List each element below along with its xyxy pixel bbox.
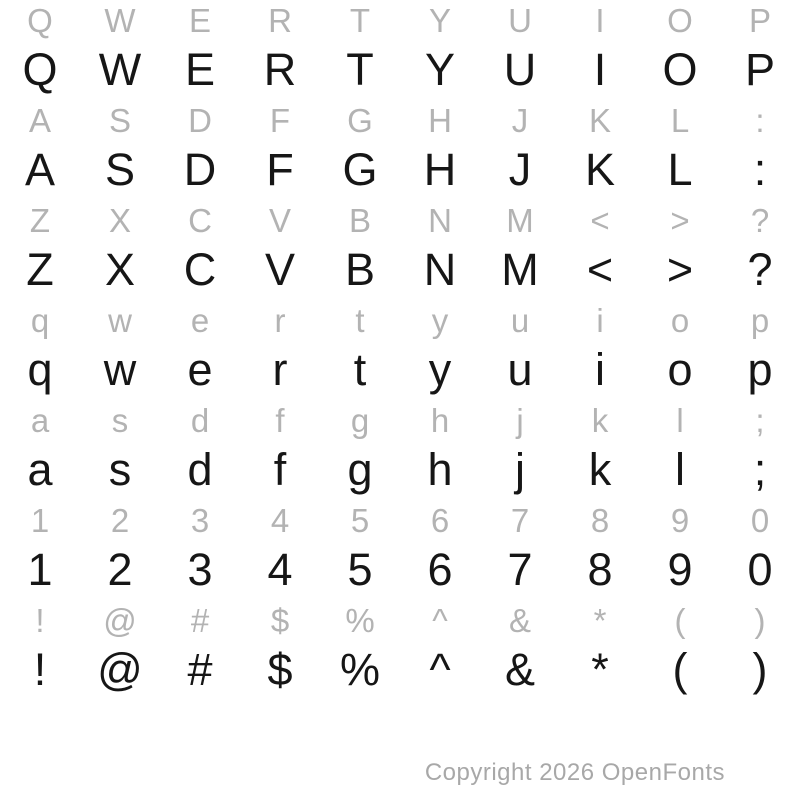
glyph-cell: > (666, 244, 694, 295)
glyph-cell: I (595, 2, 605, 39)
glyph-cell: % (345, 602, 375, 639)
copyright-watermark: Copyright 2026 OpenFonts (424, 759, 725, 786)
glyph-cell: $ (267, 644, 293, 695)
glyph-cell: y (428, 344, 452, 395)
glyph-cell: 5 (347, 544, 373, 595)
glyph-cell: 2 (107, 544, 133, 595)
glyph-cell: H (423, 144, 457, 195)
glyph-cell: D (188, 102, 212, 139)
glyph-cell: W (104, 2, 136, 39)
glyph-cell: X (104, 244, 135, 295)
glyph-cell: & (508, 602, 531, 639)
glyph-cell: g (350, 402, 370, 439)
glyph-cell: R (268, 2, 292, 39)
glyph-cell: O (662, 44, 698, 95)
glyph-cell: F (266, 144, 294, 195)
glyph-cell: l (676, 402, 684, 439)
glyph-cell: ( (674, 602, 686, 639)
glyph-cell: G (347, 102, 373, 139)
glyph-cell: J (511, 102, 529, 139)
glyph-cell: h (427, 444, 453, 495)
glyph-cell: 0 (747, 544, 773, 595)
glyph-cell: o (670, 302, 690, 339)
glyph-cell: o (667, 344, 693, 395)
glyph-cell: u (510, 302, 530, 339)
glyph-cell: G (342, 144, 378, 195)
glyph-cell: 7 (510, 502, 530, 539)
glyph-cell: < (590, 202, 610, 239)
glyph-cell: ? (747, 244, 773, 295)
glyph-cell: 9 (667, 544, 693, 595)
glyph-cell: f (273, 444, 287, 495)
glyph-cell: * (591, 644, 609, 695)
glyph-cell: C (183, 244, 217, 295)
glyph-cell: p (747, 344, 773, 395)
glyph-cell: u (507, 344, 533, 395)
glyph-row-muted (0, 204, 800, 237)
glyph-cell: : (755, 102, 765, 139)
glyph-cell: t (353, 344, 367, 395)
glyph-cell: r (272, 344, 288, 395)
glyph-cell: ) (752, 644, 768, 695)
glyph-cell: P (748, 2, 771, 39)
glyph-cell: 0 (750, 502, 770, 539)
glyph-cell: M (506, 202, 534, 239)
glyph-cell: 8 (590, 502, 610, 539)
glyph-cell: J (508, 144, 532, 195)
glyph-cell: p (750, 302, 770, 339)
glyph-cell: V (264, 244, 295, 295)
glyph-cell: # (187, 644, 213, 695)
glyph-cell: @ (97, 644, 143, 695)
glyph-cell: W (98, 44, 142, 95)
glyph-cell: i (596, 302, 604, 339)
glyph-cell: d (190, 402, 210, 439)
glyph-cell: N (428, 202, 452, 239)
glyph-cell: > (670, 202, 690, 239)
glyph-cell: X (108, 202, 131, 239)
glyph-cell: S (104, 144, 135, 195)
glyph-cell: 6 (427, 544, 453, 595)
glyph-row-muted (0, 104, 800, 137)
glyph-cell: Q (27, 2, 53, 39)
glyph-cell: q (30, 302, 50, 339)
glyph-cell: h (430, 402, 450, 439)
glyph-row-primary (0, 344, 800, 395)
glyph-cell: j (516, 402, 524, 439)
glyph-cell: T (349, 2, 371, 39)
glyph-cell: i (595, 344, 605, 395)
glyph-cell: M (501, 244, 539, 295)
glyph-cell: H (428, 102, 452, 139)
glyph-row-primary (0, 44, 800, 95)
glyph-row-primary (0, 644, 800, 695)
glyph-cell: t (355, 302, 365, 339)
glyph-cell: 3 (187, 544, 213, 595)
glyph-cell: 1 (27, 544, 53, 595)
glyph-cell: O (667, 2, 693, 39)
glyph-cell: 8 (587, 544, 613, 595)
glyph-cell: 4 (267, 544, 293, 595)
glyph-cell: A (24, 144, 55, 195)
glyph-row-muted (0, 404, 800, 437)
glyph-cell: U (503, 44, 537, 95)
glyph-cell: B (344, 244, 375, 295)
glyph-cell: 3 (190, 502, 210, 539)
glyph-cell: A (28, 102, 51, 139)
glyph-row-muted (0, 4, 800, 37)
glyph-cell: F (269, 102, 291, 139)
glyph-cell: Y (424, 44, 455, 95)
glyph-cell: a (30, 402, 50, 439)
glyph-cell: 7 (507, 544, 533, 595)
glyph-cell: 2 (110, 502, 130, 539)
glyph-cell: s (108, 444, 132, 495)
glyph-row-primary (0, 144, 800, 195)
glyph-cell: ! (33, 644, 47, 695)
glyph-cell: k (591, 402, 609, 439)
glyph-cell: e (187, 344, 213, 395)
glyph-cell: d (187, 444, 213, 495)
glyph-cell: r (274, 302, 286, 339)
glyph-cell: ) (754, 602, 766, 639)
glyph-row-primary (0, 244, 800, 295)
glyph-cell: 4 (270, 502, 290, 539)
glyph-cell: T (346, 44, 374, 95)
glyph-cell: L (667, 144, 693, 195)
glyph-cell: ; (755, 402, 765, 439)
glyph-cell: # (190, 602, 210, 639)
glyph-row-primary (0, 444, 800, 495)
glyph-cell: : (753, 144, 767, 195)
glyph-cell: l (675, 444, 685, 495)
glyph-cell: Q (22, 44, 58, 95)
glyph-cell: R (263, 44, 297, 95)
glyph-cell: g (347, 444, 373, 495)
glyph-cell: e (190, 302, 210, 339)
glyph-cell: 6 (430, 502, 450, 539)
glyph-cell: D (183, 144, 217, 195)
glyph-cell: E (188, 2, 211, 39)
glyph-cell: & (504, 644, 535, 695)
glyph-cell: f (275, 402, 285, 439)
glyph-cell: E (184, 44, 215, 95)
glyph-cell: ( (672, 644, 688, 695)
glyph-cell: P (744, 44, 775, 95)
glyph-cell: 9 (670, 502, 690, 539)
glyph-cell: ^ (429, 644, 451, 695)
glyph-cell: L (670, 102, 690, 139)
glyph-cell: y (431, 302, 449, 339)
glyph-row-muted (0, 604, 800, 637)
glyph-cell: V (268, 202, 291, 239)
glyph-cell: ? (750, 202, 770, 239)
glyph-cell: K (588, 102, 611, 139)
glyph-cell: $ (270, 602, 290, 639)
glyph-cell: U (508, 2, 532, 39)
glyph-cell: j (515, 444, 525, 495)
glyph-cell: w (108, 302, 132, 339)
glyph-cell: S (108, 102, 131, 139)
glyph-cell: q (27, 344, 53, 395)
glyph-cell: ; (753, 444, 767, 495)
glyph-cell: Z (26, 244, 54, 295)
glyph-cell: % (339, 644, 380, 695)
glyph-cell: Z (29, 202, 51, 239)
glyph-cell: N (423, 244, 457, 295)
glyph-cell: < (586, 244, 614, 295)
glyph-cell: 1 (30, 502, 50, 539)
glyph-cell: s (111, 402, 129, 439)
glyph-cell: B (348, 202, 371, 239)
glyph-cell: w (103, 344, 137, 395)
glyph-cell: @ (103, 602, 137, 639)
glyph-cell: I (593, 44, 607, 95)
glyph-cell: * (593, 602, 607, 639)
glyph-row-primary (0, 544, 800, 595)
glyph-cell: C (188, 202, 212, 239)
glyph-cell: Y (428, 2, 451, 39)
glyph-cell: K (584, 144, 615, 195)
glyph-cell: a (27, 444, 53, 495)
glyph-cell: ^ (432, 602, 448, 639)
glyph-cell: k (588, 444, 612, 495)
glyph-row-muted (0, 304, 800, 337)
glyph-cell: 5 (350, 502, 370, 539)
glyph-cell: ! (35, 602, 45, 639)
glyph-row-muted (0, 504, 800, 537)
